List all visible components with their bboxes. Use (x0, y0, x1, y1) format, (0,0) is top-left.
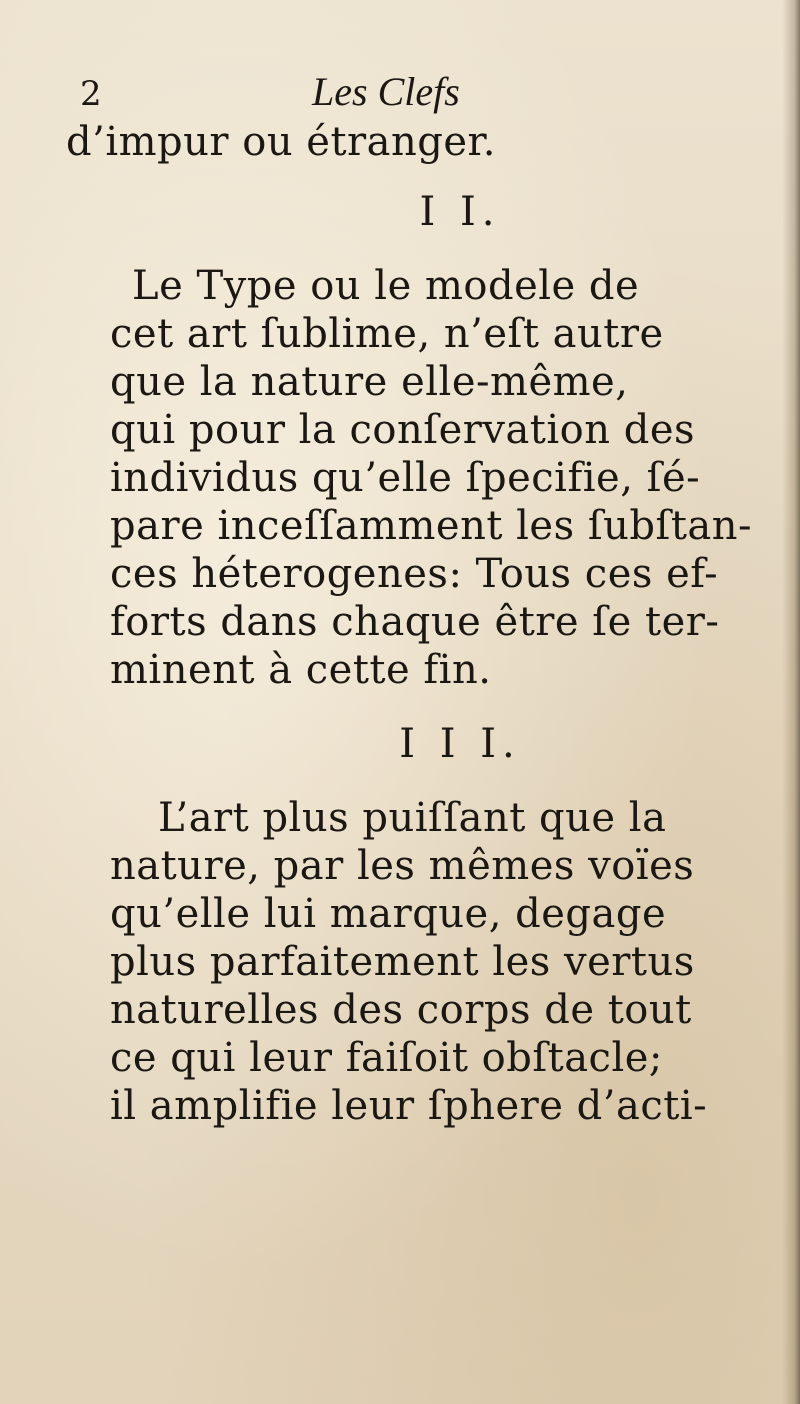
text-line: qui pour la conſervation des (110, 407, 696, 453)
text-line: d’impur ou étranger. (66, 119, 496, 165)
text-line: forts dans chaque être ſe ter- (110, 599, 720, 645)
body-text (66, 118, 770, 1130)
text-line: pare inceſſamment les ſubſtan- (110, 503, 753, 549)
text-line: nature, par les mêmes voïes (110, 843, 695, 889)
text-line: que la nature elle-même, (110, 359, 629, 405)
page-number: 2 (80, 74, 102, 114)
running-head (80, 68, 720, 118)
text-line: L’art plus puiſſant que la (158, 795, 667, 841)
text-line: qu’elle lui marque, degage (110, 891, 667, 937)
text-line: plus parfaitement les vertus (110, 939, 695, 985)
text-line: il amplifie leur ſphere d’acti- (110, 1083, 708, 1129)
text-line: ces héterogenes: Tous ces ef- (110, 551, 719, 597)
text-line: cet art ſublime, n’eſt autre (110, 311, 664, 357)
page-edge-shadow (782, 0, 800, 1404)
section-heading-2: I I. (419, 189, 501, 235)
running-title: Les Clefs (312, 69, 460, 114)
text-line: minent à cette fin. (110, 647, 492, 693)
text-line: ce qui leur faiſoit obſtacle; (110, 1035, 663, 1081)
text-line: Le Type ou le modele de (132, 263, 640, 309)
text-line: individus qu’elle ſpecifie, ſé- (110, 455, 701, 501)
section-heading-3: I I I. (399, 721, 521, 767)
text-line: naturelles des corps de tout (110, 987, 692, 1033)
